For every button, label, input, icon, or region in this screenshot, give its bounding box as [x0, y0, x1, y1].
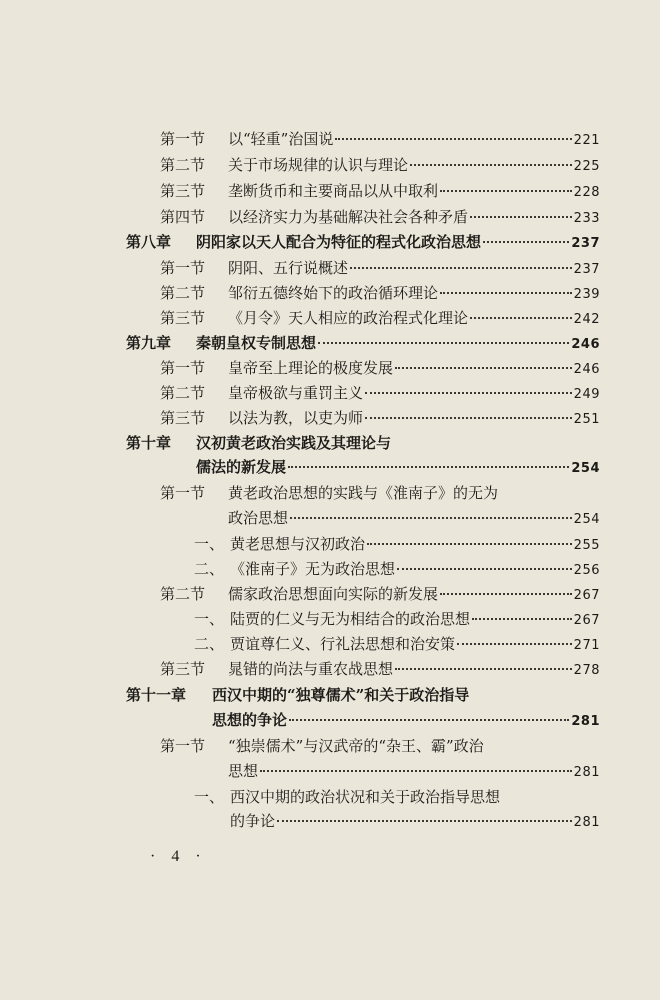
section-number: 第二节: [160, 384, 206, 402]
section-number: 第一节: [160, 130, 206, 148]
section-title: 关于市场规律的认识与理论: [228, 156, 409, 174]
subsection-number: 一、: [194, 788, 225, 806]
toc-chapter: [126, 233, 600, 253]
page-number: 251: [573, 412, 600, 427]
toc-section: [160, 130, 600, 150]
chapter-title: 阴阳家以天人配合为特征的程式化政治思想: [196, 233, 482, 251]
dot-leader: [290, 517, 572, 519]
page-number: 233: [573, 211, 600, 226]
dot-leader: [410, 164, 572, 166]
section-number: 第一节: [160, 259, 206, 277]
toc-section: [160, 259, 600, 279]
page-number: 246: [573, 362, 600, 377]
dot-leader: [395, 367, 572, 369]
chapter-title: 秦朝皇权专制思想: [196, 334, 317, 352]
subsection-title: 陆贾的仁义与无为相结合的政治思想: [230, 610, 471, 628]
section-title: 以法为教，以吏为师: [228, 409, 364, 427]
page-number: 242: [573, 312, 600, 327]
page-number: 281: [573, 765, 600, 780]
section-number: 第一节: [160, 359, 206, 377]
dot-leader: [395, 668, 572, 670]
chapter-title: 汉初黄老政治实践及其理论与: [196, 434, 392, 452]
subsection-title: 西汉中期的政治状况和关于政治指导思想: [230, 788, 501, 806]
chapter-title: 西汉中期的“独尊儒术”和关于政治指导: [212, 686, 470, 704]
section-title: 儒家政治思想面向实际的新发展: [228, 585, 439, 603]
dot-leader: [470, 216, 572, 218]
section-number: 第四节: [160, 208, 206, 226]
page-number: 239: [573, 287, 600, 302]
dot-leader: [440, 292, 572, 294]
toc-section: [160, 156, 600, 176]
dot-leader: [277, 820, 572, 822]
section-title-continued: 思想: [228, 762, 259, 780]
toc-subsection: [194, 635, 600, 655]
page-number: 271: [573, 638, 600, 653]
section-title: 《月令》天人相应的政治程式化理论: [228, 309, 469, 327]
page-number: 225: [573, 159, 600, 174]
section-number: 第三节: [160, 309, 206, 327]
chapter-number: 第十章: [126, 434, 172, 452]
chapter-number: 第九章: [126, 334, 172, 352]
toc-section: [160, 359, 600, 379]
chapter-number: 第八章: [126, 233, 172, 251]
chapter-number: 第十一章: [126, 686, 187, 704]
toc-chapter: [126, 434, 600, 452]
chapter-title-continued: 儒法的新发展: [196, 458, 287, 476]
toc-section: [160, 182, 600, 202]
dot-leader: [289, 719, 569, 721]
dot-leader: [288, 466, 569, 468]
page-folio: · 4 ·: [150, 848, 207, 865]
toc-subsection: [194, 535, 600, 555]
toc-section: [160, 309, 600, 329]
dot-leader: [483, 241, 569, 243]
section-title: 垄断货币和主要商品以从中取利: [228, 182, 439, 200]
toc-section: [160, 284, 600, 304]
subsection-number: 二、: [194, 560, 225, 578]
toc-section-continued: [228, 509, 600, 529]
page-number: 256: [573, 563, 600, 578]
page-number: 254: [571, 461, 600, 476]
section-number: 第二节: [160, 284, 206, 302]
toc-section: [160, 409, 600, 429]
section-number: 第三节: [160, 182, 206, 200]
page-number: 281: [571, 714, 600, 729]
page-number: 255: [573, 538, 600, 553]
toc-chapter-continued: [196, 458, 600, 478]
dot-leader: [260, 770, 572, 772]
toc-section: [160, 737, 600, 755]
toc-section: [160, 384, 600, 404]
page-number: 267: [573, 588, 600, 603]
page-number: 267: [573, 613, 600, 628]
section-title-continued: 政治思想: [228, 509, 289, 527]
dot-leader: [470, 317, 572, 319]
section-number: 第一节: [160, 484, 206, 502]
page-number: 254: [573, 512, 600, 527]
dot-leader: [335, 138, 571, 140]
section-number: 第三节: [160, 660, 206, 678]
subsection-title: 贾谊尊仁义、行礼法思想和治安策: [230, 635, 456, 653]
section-title: 皇帝极欲与重罚主义: [228, 384, 364, 402]
toc-subsection: [194, 560, 600, 580]
toc-subsection: [194, 610, 600, 630]
toc-subsection: [194, 788, 600, 806]
section-title: 晁错的尚法与重农战思想: [228, 660, 394, 678]
subsection-title: 《淮南子》无为政治思想: [230, 560, 396, 578]
dot-leader: [440, 593, 572, 595]
toc-chapter: [126, 686, 600, 704]
section-number: 第二节: [160, 156, 206, 174]
chapter-title-continued: 思想的争论: [212, 711, 288, 729]
subsection-number: 一、: [194, 610, 225, 628]
section-title: 以“轻重”治国说: [228, 130, 334, 148]
section-number: 第一节: [160, 737, 206, 755]
section-title: 皇帝至上理论的极度发展: [228, 359, 394, 377]
dot-leader: [397, 568, 572, 570]
toc-subsection-continued: [230, 812, 600, 832]
toc-section: [160, 484, 600, 502]
dot-leader: [365, 392, 572, 394]
subsection-title: 黄老思想与汉初政治: [230, 535, 366, 553]
page-number: 281: [573, 815, 600, 830]
toc-chapter: [126, 334, 600, 354]
page-number: 278: [573, 663, 600, 678]
section-title: 阴阳、五行说概述: [228, 259, 349, 277]
page-number: 249: [573, 387, 600, 402]
toc-section: [160, 208, 600, 228]
subsection-title-continued: 的争论: [230, 812, 276, 830]
subsection-number: 一、: [194, 535, 225, 553]
section-number: 第二节: [160, 585, 206, 603]
dot-leader: [367, 543, 572, 545]
section-title: 邹衍五德终始下的政治循环理论: [228, 284, 439, 302]
dot-leader: [318, 342, 569, 344]
toc-chapter-continued: [212, 711, 600, 731]
page-number: 246: [571, 337, 600, 352]
dot-leader: [440, 190, 572, 192]
toc-section: [160, 585, 600, 605]
subsection-number: 二、: [194, 635, 225, 653]
toc-section: [160, 660, 600, 680]
dot-leader: [457, 643, 572, 645]
section-number: 第三节: [160, 409, 206, 427]
dot-leader: [365, 417, 572, 419]
section-title: 以经济实力为基础解决社会各种矛盾: [228, 208, 469, 226]
page-number: 237: [571, 236, 600, 251]
page-number: 221: [573, 133, 600, 148]
toc-section-continued: [228, 762, 600, 782]
page-number: 228: [573, 185, 600, 200]
dot-leader: [350, 267, 572, 269]
page-number: 237: [573, 262, 600, 277]
section-title: 黄老政治思想的实践与《淮南子》的无为: [228, 484, 499, 502]
section-title: “独崇儒术”与汉武帝的“杂王、霸”政治: [228, 737, 484, 755]
dot-leader: [472, 618, 572, 620]
